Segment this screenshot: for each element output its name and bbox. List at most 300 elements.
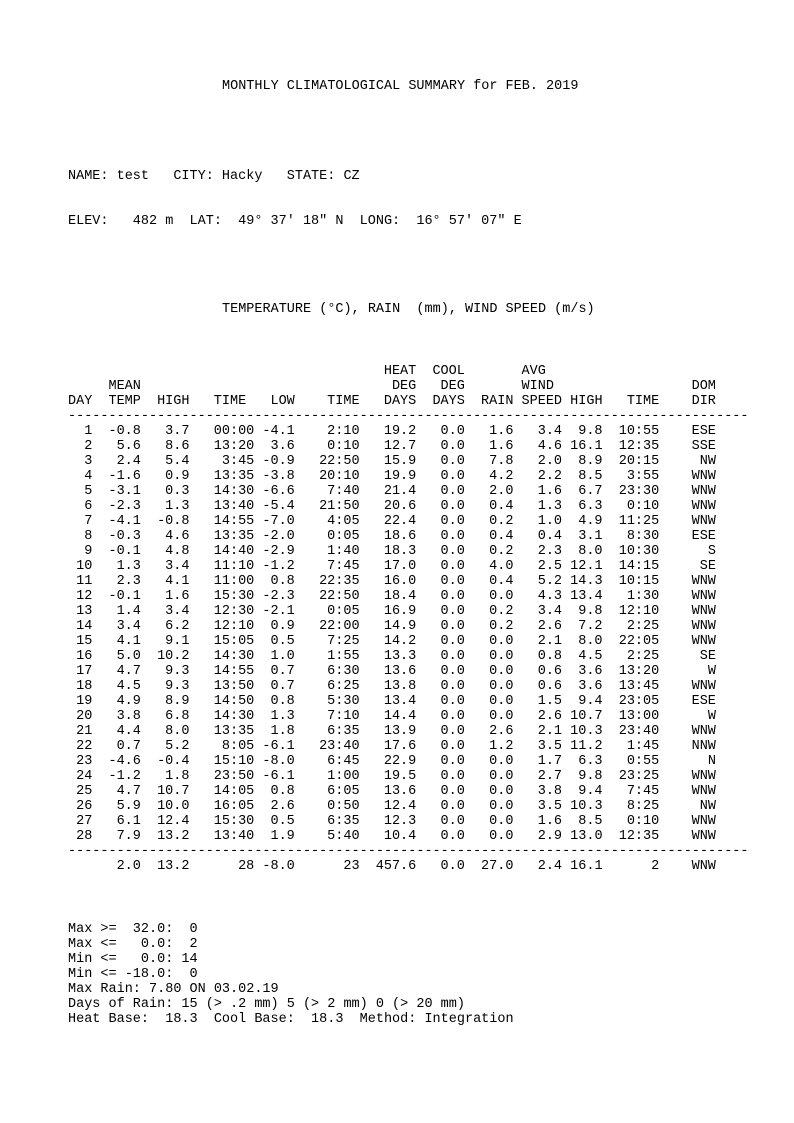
header-cool-deg-days: DAYS — [432, 394, 465, 409]
cell-low: -5.4 — [262, 499, 295, 514]
cell-cool-deg-days: 0.0 — [440, 559, 465, 574]
cell-day: 23 — [76, 754, 93, 769]
cell-heat-deg-days: 18.6 — [383, 529, 417, 544]
cell-high-time: 00:00 — [213, 424, 255, 439]
header-wind-high — [562, 364, 603, 379]
cell-avg-wind-speed: 1.0 — [537, 514, 563, 529]
cell-low-time: 6:45 — [327, 754, 360, 769]
cell-heat-deg-days: 19.2 — [383, 424, 417, 439]
cell-mean-temp: 6.1 — [116, 814, 141, 829]
cell-high: 9.3 — [165, 664, 190, 679]
cell-wind-high: 8.5 — [578, 469, 603, 484]
cell-day: 11 — [76, 574, 93, 589]
cell-wind-high: 8.0 — [578, 544, 603, 559]
cell-heat-deg-days: 12.7 — [383, 439, 417, 454]
cell-heat-deg-days: 13.3 — [383, 649, 417, 664]
cell-wind-high-time: 2:25 — [626, 649, 660, 664]
cell-rain: 0.4 — [489, 499, 514, 514]
cell-day: 22 — [76, 739, 93, 754]
cell-wind-high-time: 13:20 — [618, 664, 660, 679]
table-row-day-22 — [68, 739, 749, 754]
header-mean-temp: TEMP — [108, 394, 141, 409]
cell-low: -1.2 — [262, 559, 295, 574]
cell-heat-deg-days: 13.6 — [383, 784, 417, 799]
cell-wind-high-time: 0:10 — [626, 499, 660, 514]
cell-cool-deg-days: 0.0 — [440, 709, 465, 724]
cell-heat-deg-days: 16.9 — [383, 604, 417, 619]
cell-low-time: 1:40 — [327, 544, 360, 559]
cell-low: 1.8 — [270, 724, 295, 739]
cell-mean-temp: 5.6 — [116, 439, 141, 454]
cell-high: 3.4 — [165, 559, 190, 574]
table-row-day-7 — [68, 514, 749, 529]
cell-rain: 4.2 — [489, 469, 514, 484]
cell-wind-high-time: 3:55 — [626, 469, 660, 484]
cell-high-time: 12:30 — [213, 604, 255, 619]
cell-cool-deg-days: 0.0 — [440, 544, 465, 559]
header-low — [254, 379, 295, 394]
cell-high: 1.6 — [165, 589, 190, 604]
header-high: HIGH — [157, 394, 190, 409]
cell-heat-deg-days: 19.5 — [383, 769, 417, 784]
cell-low-time: 6:25 — [327, 679, 360, 694]
table-row-day-27 — [68, 814, 749, 829]
cell-cool-deg-days: 0.0 — [440, 574, 465, 589]
cell-cool-deg-days: 0.0 — [440, 799, 465, 814]
cell-cool-deg-days: 0.0 — [440, 649, 465, 664]
cell-high-time: 15:30 — [213, 589, 255, 604]
header-high — [141, 379, 190, 394]
cell-high-time: 14:30 — [213, 649, 255, 664]
stat-line-7: Heat Base: 18.3 Cool Base: 18.3 Method: Integration — [68, 1012, 514, 1027]
cell-day: 12 — [76, 589, 93, 604]
cell-wind-high-time: 23:05 — [618, 694, 660, 709]
header-dom-dir: DOM — [691, 379, 716, 394]
cell-dom-dir: ESE — [691, 694, 716, 709]
cell-avg-wind-speed: 1.6 — [537, 484, 563, 499]
cell-dom-dir: N — [707, 754, 716, 769]
cell-rain: 1.6 — [489, 439, 514, 454]
cell-heat-deg-days: 13.8 — [383, 679, 417, 694]
header-high-time: TIME — [213, 394, 247, 409]
cell-wind-high: 10.3 — [570, 724, 603, 739]
cell-low: -6.1 — [262, 769, 295, 784]
table-row-day-2 — [68, 439, 749, 454]
cell-heat-deg-days: 14.2 — [383, 634, 417, 649]
cell-day: 16 — [76, 649, 93, 664]
cell-wind-high-time: 7:45 — [626, 784, 660, 799]
cell-dom-dir: WNW — [691, 769, 716, 784]
table-row-day-17 — [68, 664, 749, 679]
cell-dom-dir: W — [707, 709, 716, 724]
header-avg-wind-speed: WIND — [521, 379, 554, 394]
cell-dom-dir: NNW — [691, 739, 716, 754]
cell-low-time: 6:30 — [327, 664, 360, 679]
header-dom-dir: DIR — [691, 394, 716, 409]
summary-high: 13.2 — [157, 859, 190, 874]
table-row-day-25 — [68, 784, 749, 799]
header-high — [141, 364, 190, 379]
cell-wind-high: 4.5 — [578, 649, 603, 664]
cell-wind-high: 8.9 — [578, 454, 603, 469]
header-low-time — [295, 379, 360, 394]
cell-avg-wind-speed: 5.2 — [537, 574, 563, 589]
cell-low: -0.9 — [262, 454, 295, 469]
cell-mean-temp: 1.4 — [116, 604, 141, 619]
table-row-day-5 — [68, 484, 749, 499]
cell-rain: 2.0 — [489, 484, 514, 499]
cell-heat-deg-days: 10.4 — [383, 829, 417, 844]
cell-wind-high: 6.7 — [578, 484, 603, 499]
table-row-day-24 — [68, 769, 749, 784]
cell-mean-temp: -1.6 — [108, 469, 141, 484]
cell-low-time: 6:35 — [327, 724, 360, 739]
cell-wind-high-time: 22:05 — [618, 634, 660, 649]
stat-line-3: Min <= 0.0: 14 — [68, 952, 198, 967]
cell-dom-dir: WNW — [691, 604, 716, 619]
cell-dom-dir: WNW — [691, 514, 716, 529]
cell-mean-temp: 3.8 — [116, 709, 141, 724]
cell-low-time: 2:10 — [327, 424, 360, 439]
cell-heat-deg-days: 13.4 — [383, 694, 417, 709]
cell-high: 5.2 — [165, 739, 190, 754]
cell-high-time: 3:45 — [221, 454, 255, 469]
cell-heat-deg-days: 13.6 — [383, 664, 417, 679]
table-divider-top: ------------------------------------------------------------------------------------ — [68, 409, 749, 424]
cell-low: 0.7 — [270, 664, 295, 679]
header-high-time — [189, 379, 254, 394]
cell-dom-dir: WNW — [691, 589, 716, 604]
cell-cool-deg-days: 0.0 — [440, 619, 465, 634]
table-row-day-8 — [68, 529, 749, 544]
cell-heat-deg-days: 21.4 — [383, 484, 417, 499]
report-document — [68, 0, 749, 1057]
cell-heat-deg-days: 12.4 — [383, 799, 417, 814]
summary-cool-deg-days: 0.0 — [440, 859, 465, 874]
cell-heat-deg-days: 18.4 — [383, 589, 417, 604]
cell-mean-temp: -0.1 — [108, 544, 141, 559]
cell-cool-deg-days: 0.0 — [440, 739, 465, 754]
cell-low: -2.1 — [262, 604, 295, 619]
header-mean-temp: MEAN — [108, 379, 141, 394]
cell-wind-high-time: 23:25 — [618, 769, 660, 784]
cell-high-time: 11:00 — [213, 574, 255, 589]
header-low-time: TIME — [327, 394, 360, 409]
cell-wind-high: 13.4 — [570, 589, 603, 604]
cell-high: 10.0 — [157, 799, 190, 814]
cell-wind-high-time: 12:35 — [618, 439, 660, 454]
cell-avg-wind-speed: 0.6 — [537, 664, 563, 679]
cell-rain: 0.0 — [489, 754, 514, 769]
cell-wind-high-time: 2:25 — [626, 619, 660, 634]
cell-day: 19 — [76, 694, 93, 709]
cell-high-time: 14:05 — [213, 784, 255, 799]
cell-dom-dir: WNW — [691, 829, 716, 844]
cell-heat-deg-days: 13.9 — [383, 724, 417, 739]
table-row-day-12 — [68, 589, 749, 604]
cell-wind-high-time: 8:30 — [626, 529, 660, 544]
cell-high-time: 13:35 — [213, 724, 255, 739]
cell-heat-deg-days: 14.9 — [383, 619, 417, 634]
summary-rain: 27.0 — [481, 859, 514, 874]
table-row-day-14 — [68, 619, 749, 634]
header-day — [68, 379, 92, 394]
header-low — [254, 364, 295, 379]
cell-avg-wind-speed: 2.6 — [537, 619, 563, 634]
cell-high-time: 14:50 — [213, 694, 255, 709]
cell-cool-deg-days: 0.0 — [440, 754, 465, 769]
cell-rain: 1.2 — [489, 739, 514, 754]
cell-dom-dir: WNW — [691, 679, 716, 694]
cell-high: 9.1 — [165, 634, 190, 649]
cell-high-time: 13:20 — [213, 439, 255, 454]
cell-wind-high-time: 8:25 — [626, 799, 660, 814]
cell-wind-high: 9.8 — [578, 424, 603, 439]
cell-heat-deg-days: 16.0 — [383, 574, 417, 589]
summary-dom-dir: WNW — [691, 859, 716, 874]
cell-dom-dir: W — [707, 664, 716, 679]
cell-low: 3.6 — [270, 439, 295, 454]
cell-mean-temp: -4.1 — [108, 514, 141, 529]
table-row-day-9 — [68, 544, 749, 559]
cell-high-time: 14:55 — [213, 514, 255, 529]
cell-high: 1.8 — [165, 769, 190, 784]
header-rain: RAIN — [481, 394, 514, 409]
cell-wind-high-time: 10:15 — [618, 574, 660, 589]
cell-high: 6.8 — [165, 709, 190, 724]
cell-day: 15 — [76, 634, 93, 649]
cell-avg-wind-speed: 4.3 — [537, 589, 563, 604]
cell-mean-temp: 5.9 — [116, 799, 141, 814]
stat-line-1: Max >= 32.0: 0 — [68, 922, 198, 937]
cell-wind-high: 10.3 — [570, 799, 603, 814]
cell-low-time: 6:35 — [327, 814, 360, 829]
cell-rain: 0.2 — [489, 604, 514, 619]
header-wind-high-time — [603, 379, 660, 394]
table-divider-bottom: ------------------------------------------------------------------------------------ — [68, 844, 749, 859]
cell-low: -6.6 — [262, 484, 295, 499]
cell-wind-high-time: 12:10 — [618, 604, 660, 619]
cell-dom-dir: WNW — [691, 499, 716, 514]
cell-rain: 0.4 — [489, 529, 514, 544]
cell-avg-wind-speed: 0.6 — [537, 679, 563, 694]
cell-cool-deg-days: 0.0 — [440, 469, 465, 484]
header-rain — [465, 364, 514, 379]
table-summary-row — [68, 859, 749, 874]
cell-cool-deg-days: 0.0 — [440, 694, 465, 709]
cell-avg-wind-speed: 2.9 — [537, 829, 563, 844]
cell-cool-deg-days: 0.0 — [440, 454, 465, 469]
cell-mean-temp: 4.7 — [116, 664, 141, 679]
cell-high: 4.1 — [165, 574, 190, 589]
cell-low-time: 4:05 — [327, 514, 360, 529]
cell-high-time: 14:30 — [213, 484, 255, 499]
report-title: MONTHLY CLIMATOLOGICAL SUMMARY for FEB. 2019 — [222, 79, 579, 94]
cell-wind-high-time: 1:30 — [626, 589, 660, 604]
stat-line-5: Max Rain: 7.80 ON 03.02.19 — [68, 982, 279, 997]
cell-heat-deg-days: 20.6 — [383, 499, 417, 514]
station-meta — [68, 139, 749, 259]
cell-rain: 0.0 — [489, 649, 514, 664]
cell-day: 14 — [76, 619, 93, 634]
cell-day: 7 — [84, 514, 93, 529]
cell-wind-high: 9.4 — [578, 784, 603, 799]
cell-wind-high-time: 23:40 — [618, 724, 660, 739]
header-heat-deg-days: DEG — [391, 379, 417, 394]
cell-day: 6 — [84, 499, 93, 514]
cell-cool-deg-days: 0.0 — [440, 724, 465, 739]
summary-wind-high: 16.1 — [570, 859, 603, 874]
cell-rain: 0.0 — [489, 589, 514, 604]
header-day: DAY — [68, 394, 93, 409]
cell-avg-wind-speed: 3.5 — [537, 799, 563, 814]
cell-dom-dir: SE — [699, 559, 716, 574]
location-line: ELEV: 482 m LAT: 49° 37' 18" N LONG: 16° 57' 07" E — [68, 214, 522, 229]
cell-mean-temp: 1.3 — [116, 559, 141, 574]
cell-day: 2 — [84, 439, 93, 454]
cell-low: -4.1 — [262, 424, 295, 439]
summary-low: -8.0 — [262, 859, 295, 874]
station-line: NAME: test CITY: Hacky STATE: CZ — [68, 169, 360, 184]
cell-rain: 4.0 — [489, 559, 514, 574]
header-mean-temp — [92, 364, 141, 379]
cell-dom-dir: S — [707, 544, 716, 559]
cell-high: 8.0 — [165, 724, 190, 739]
cell-high-time: 13:50 — [213, 679, 255, 694]
cell-high-time: 14:30 — [213, 709, 255, 724]
cell-high: -0.4 — [157, 754, 190, 769]
table-row-day-16 — [68, 649, 749, 664]
cell-mean-temp: -0.3 — [108, 529, 141, 544]
cell-mean-temp: 4.7 — [116, 784, 141, 799]
cell-dom-dir: WNW — [691, 784, 716, 799]
cell-rain: 0.0 — [489, 814, 514, 829]
cell-wind-high: 3.6 — [578, 664, 603, 679]
cell-high-time: 23:50 — [213, 769, 255, 784]
cell-day: 28 — [76, 829, 93, 844]
cell-wind-high: 4.9 — [578, 514, 603, 529]
cell-high-time: 13:35 — [213, 529, 255, 544]
cell-low-time: 0:50 — [327, 799, 360, 814]
cell-high: 12.4 — [157, 814, 190, 829]
cell-rain: 0.4 — [489, 574, 514, 589]
cell-mean-temp: 4.1 — [116, 634, 141, 649]
cell-avg-wind-speed: 2.0 — [537, 454, 563, 469]
cell-cool-deg-days: 0.0 — [440, 589, 465, 604]
cell-dom-dir: SE — [699, 649, 716, 664]
cell-avg-wind-speed: 1.7 — [537, 754, 563, 769]
cell-cool-deg-days: 0.0 — [440, 829, 465, 844]
cell-avg-wind-speed: 3.5 — [537, 739, 563, 754]
cell-low: 1.3 — [270, 709, 295, 724]
cell-heat-deg-days: 12.3 — [383, 814, 417, 829]
cell-wind-high-time: 1:45 — [626, 739, 660, 754]
cell-wind-high: 9.8 — [578, 769, 603, 784]
cell-avg-wind-speed: 2.1 — [537, 724, 563, 739]
cell-low-time: 23:40 — [319, 739, 360, 754]
cell-mean-temp: 3.4 — [116, 619, 141, 634]
cell-dom-dir: WNW — [691, 814, 716, 829]
cell-high: 5.4 — [165, 454, 190, 469]
cell-dom-dir: ESE — [691, 424, 716, 439]
header-high-time — [189, 364, 254, 379]
cell-low-time: 7:40 — [327, 484, 360, 499]
cell-rain: 0.0 — [489, 634, 514, 649]
cell-wind-high: 12.1 — [570, 559, 603, 574]
summary-wind-high-time: 2 — [651, 859, 660, 874]
header-avg-wind-speed: AVG — [521, 364, 546, 379]
table-row-day-6 — [68, 499, 749, 514]
table-row-day-20 — [68, 709, 749, 724]
cell-cool-deg-days: 0.0 — [440, 604, 465, 619]
cell-cool-deg-days: 0.0 — [440, 484, 465, 499]
cell-rain: 0.0 — [489, 799, 514, 814]
cell-wind-high: 3.6 — [578, 679, 603, 694]
cell-avg-wind-speed: 2.3 — [537, 544, 563, 559]
cell-dom-dir: ESE — [691, 529, 716, 544]
cell-wind-high-time: 0:10 — [626, 814, 660, 829]
cell-rain: 0.0 — [489, 679, 514, 694]
cell-dom-dir: WNW — [691, 574, 716, 589]
summary-high-time: 28 — [238, 859, 255, 874]
cell-rain: 0.0 — [489, 664, 514, 679]
cell-wind-high-time: 10:55 — [618, 424, 660, 439]
cell-cool-deg-days: 0.0 — [440, 664, 465, 679]
cell-mean-temp: 2.3 — [116, 574, 141, 589]
cell-wind-high: 8.5 — [578, 814, 603, 829]
cell-rain: 0.0 — [489, 709, 514, 724]
cell-high-time: 13:40 — [213, 499, 255, 514]
cell-wind-high: 16.1 — [570, 439, 603, 454]
cell-low-time: 7:45 — [327, 559, 360, 574]
cell-day: 20 — [76, 709, 93, 724]
cell-avg-wind-speed: 3.4 — [537, 604, 563, 619]
table-row-day-4 — [68, 469, 749, 484]
cell-cool-deg-days: 0.0 — [440, 499, 465, 514]
cell-day: 13 — [76, 604, 93, 619]
climate-table — [68, 364, 749, 874]
cell-low: -2.3 — [262, 589, 295, 604]
cell-wind-high: 6.3 — [578, 499, 603, 514]
cell-cool-deg-days: 0.0 — [440, 424, 465, 439]
cell-low: 1.9 — [270, 829, 295, 844]
cell-low-time: 22:50 — [319, 589, 360, 604]
cell-day: 5 — [84, 484, 93, 499]
table-row-day-28 — [68, 829, 749, 844]
cell-high: 1.3 — [165, 499, 190, 514]
table-header-row-1 — [68, 364, 749, 379]
cell-avg-wind-speed: 3.8 — [537, 784, 563, 799]
cell-low-time: 20:10 — [319, 469, 360, 484]
table-row-day-23 — [68, 754, 749, 769]
cell-low: 0.9 — [270, 619, 295, 634]
cell-high-time: 13:40 — [213, 829, 255, 844]
cell-day: 3 — [84, 454, 93, 469]
cell-day: 25 — [76, 784, 93, 799]
cell-high: 13.2 — [157, 829, 190, 844]
cell-wind-high: 9.4 — [578, 694, 603, 709]
cell-avg-wind-speed: 4.6 — [537, 439, 563, 454]
cell-low: -3.8 — [262, 469, 295, 484]
cell-wind-high: 6.3 — [578, 754, 603, 769]
summary-low-time: 23 — [343, 859, 360, 874]
stat-line-6: Days of Rain: 15 (> .2 mm) 5 (> 2 mm) 0 (> 20 mm) — [68, 997, 465, 1012]
cell-wind-high: 8.0 — [578, 634, 603, 649]
cell-wind-high-time: 20:15 — [618, 454, 660, 469]
cell-dom-dir: SSE — [691, 439, 716, 454]
units-line: TEMPERATURE (°C), RAIN (mm), WIND SPEED (m/s) — [222, 302, 595, 317]
cell-low-time: 21:50 — [319, 499, 360, 514]
